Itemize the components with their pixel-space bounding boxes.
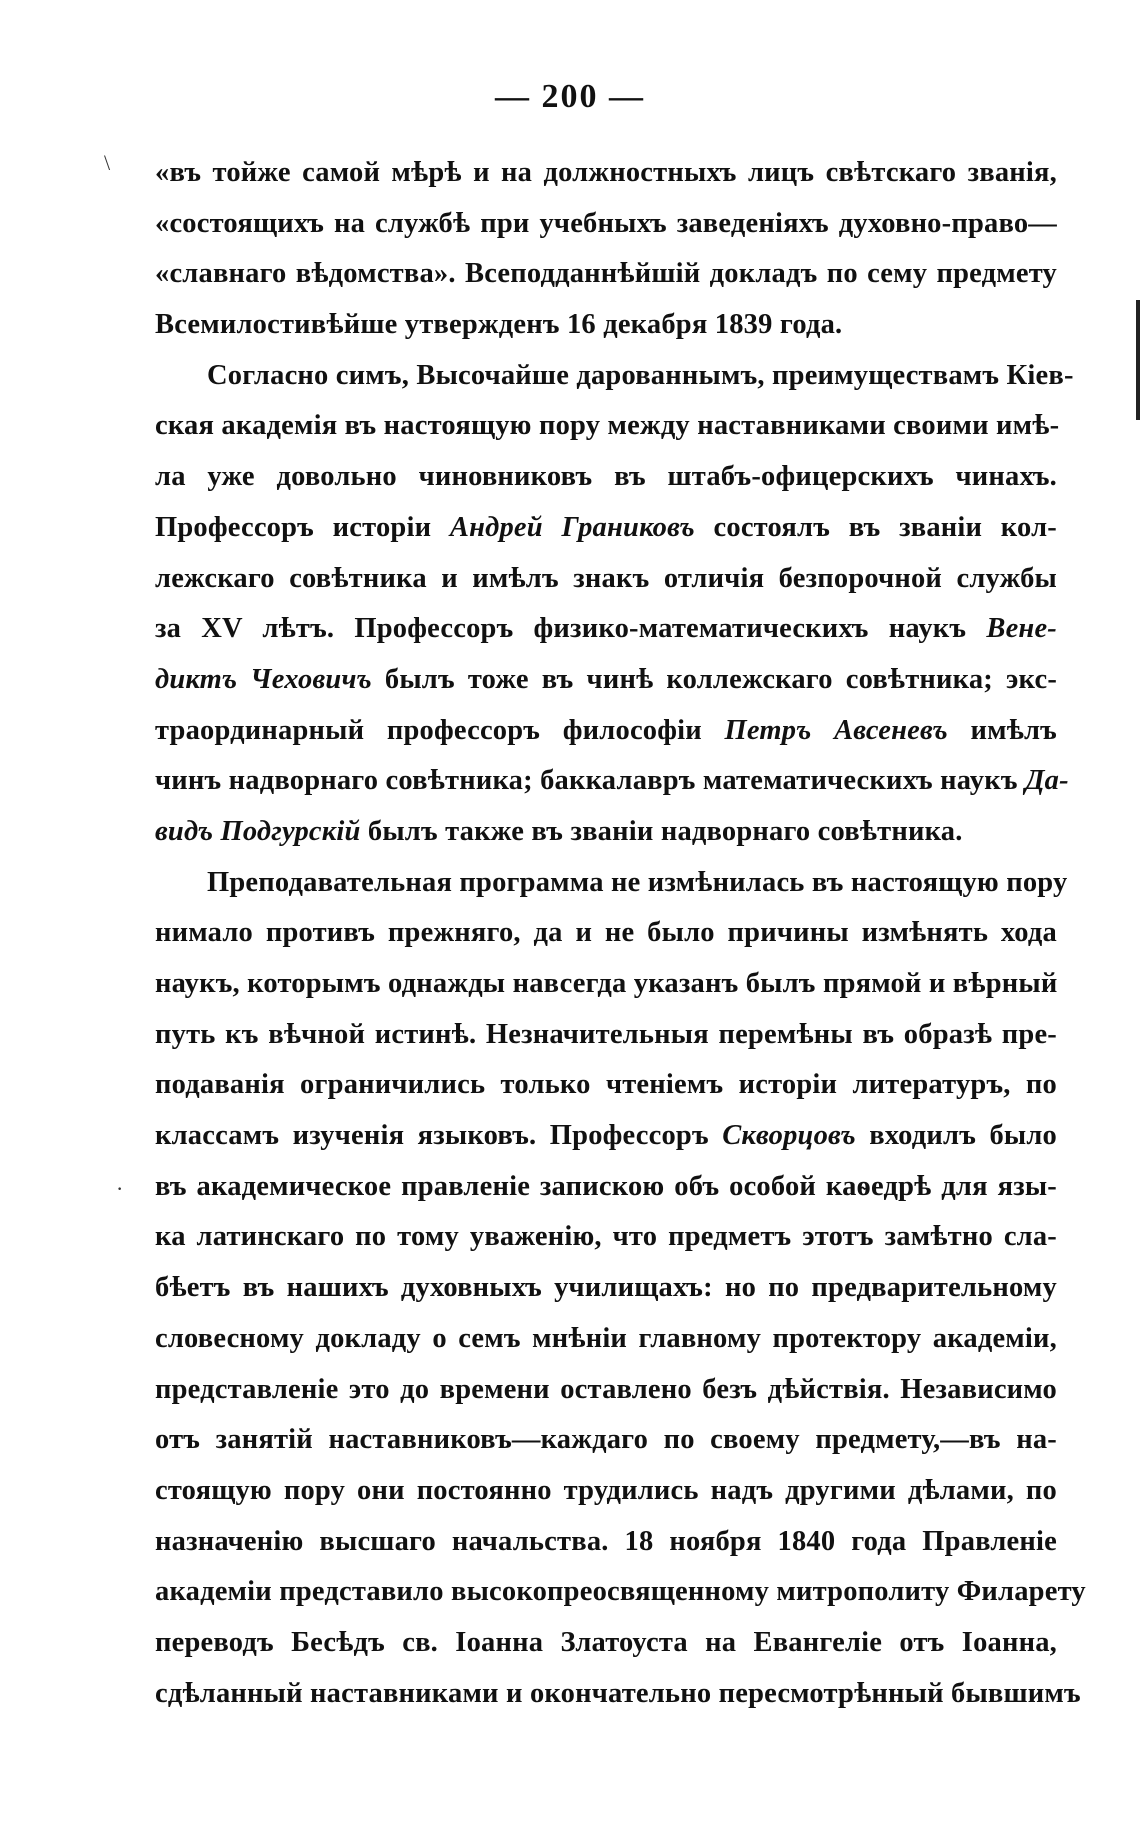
text-segment: чинъ надворнаго совѣтника; баккалавръ математическихъ наукъ bbox=[155, 765, 1025, 797]
text-line bbox=[155, 858, 1068, 909]
text-line bbox=[155, 1314, 1057, 1365]
text-line bbox=[155, 1212, 1057, 1263]
text-line bbox=[155, 148, 1057, 199]
text-segment: словесному докладу о семъ мнѣніи главному протектору академіи, bbox=[155, 1322, 1057, 1354]
text-segment: академіи представило высокопреосвященному митрополиту Филарету bbox=[155, 1576, 1086, 1608]
text-line bbox=[155, 655, 1057, 706]
text-line bbox=[155, 1365, 1057, 1416]
text-line bbox=[155, 1517, 1057, 1568]
page-number: — 200 — bbox=[495, 78, 645, 115]
text-line bbox=[155, 300, 1057, 351]
text-line bbox=[155, 807, 1057, 858]
text-line bbox=[155, 452, 1057, 503]
text-line bbox=[155, 199, 1057, 250]
text-line bbox=[155, 401, 1060, 452]
text-segment: «въ тойже самой мѣрѣ и на должностныхъ лицъ свѣтскаго званія, bbox=[155, 157, 1057, 188]
text-line bbox=[155, 554, 1057, 605]
text-segment: назначенію высшаго начальства. 18 ноября 1840 года Правленіе bbox=[155, 1525, 1057, 1557]
italic-name: видъ Подгурскій bbox=[155, 815, 361, 847]
text-line bbox=[155, 249, 1057, 300]
text-segment: отъ занятій наставниковъ—каждаго по своему предмету,—въ на- bbox=[155, 1424, 1057, 1456]
italic-name: Вене- bbox=[986, 613, 1057, 645]
margin-mark: · bbox=[116, 1176, 124, 1201]
text-line bbox=[155, 1415, 1057, 1466]
text-line bbox=[155, 1263, 1057, 1314]
text-segment: имѣлъ bbox=[947, 714, 1057, 746]
text-segment: входилъ было bbox=[855, 1120, 1057, 1152]
text-segment: былъ тоже въ чинѣ коллежскаго совѣтника; экс- bbox=[371, 663, 1058, 695]
text-segment: въ академическое правленіе запискою объ особой каѳедрѣ для язы- bbox=[155, 1170, 1057, 1202]
text-segment: за XV лѣтъ. Профессоръ физико-математическихъ наукъ bbox=[155, 613, 987, 645]
text-segment: состоялъ въ званіи кол- bbox=[694, 511, 1057, 543]
text-segment: былъ также въ званіи надворнаго совѣтника. bbox=[360, 815, 963, 847]
text-line bbox=[155, 1162, 1057, 1213]
page-edge-shadow bbox=[1136, 300, 1140, 420]
text-segment: Профессоръ исторіи bbox=[155, 511, 450, 543]
text-segment: сдѣланный наставниками и окончательно пересмотрѣнный бывшимъ bbox=[155, 1677, 1081, 1709]
text-line bbox=[155, 1111, 1057, 1162]
italic-name: Петръ Авсеневъ bbox=[724, 714, 948, 746]
text-segment: классамъ изученія языковъ. Профессоръ bbox=[155, 1120, 723, 1152]
text-line bbox=[155, 503, 1057, 554]
text-line bbox=[155, 756, 1069, 807]
text-segment: нимало противъ прежняго, да и не было причины измѣнять хода bbox=[155, 917, 1057, 949]
margin-mark: \ bbox=[104, 150, 111, 175]
text-segment: ка латинскаго по тому уваженію, что предметъ этотъ замѣтно сла- bbox=[155, 1221, 1057, 1253]
text-line bbox=[155, 1466, 1057, 1517]
text-segment: лежскаго совѣтника и имѣлъ знакъ отличія безпорочной службы bbox=[155, 562, 1057, 594]
text-segment: «состоящихъ на службѣ при учебныхъ заведеніяхъ духовно-право— bbox=[155, 207, 1057, 239]
text-segment: Преподавательная программа не измѣнилась въ настоящую пору bbox=[207, 866, 1068, 898]
italic-name: Скворцовъ bbox=[722, 1120, 856, 1152]
italic-name: диктъ Чеховичъ bbox=[155, 663, 372, 695]
text-segment: Согласно симъ, Высочайше дарованнымъ, преимуществамъ Кіев- bbox=[207, 359, 1074, 391]
text-segment: Всемилостивѣйше утвержденъ 16 декабря 1839 года. bbox=[155, 309, 843, 341]
text-line bbox=[155, 1669, 1081, 1720]
text-segment: путь къ вѣчной истинѣ. Незначительныя перемѣны въ образѣ пре- bbox=[155, 1018, 1057, 1050]
text-segment: переводъ Бесѣдъ св. Іоанна Златоуста на Евангеліе отъ Іоанна, bbox=[155, 1626, 1057, 1658]
text-line bbox=[155, 1060, 1057, 1111]
text-segment: ская академія въ настоящую пору между наставниками своими имѣ- bbox=[155, 410, 1060, 442]
text-line bbox=[155, 959, 1057, 1010]
text-line bbox=[155, 604, 1057, 655]
text-segment: представленіе это до времени оставлено безъ дѣйствія. Независимо bbox=[155, 1373, 1057, 1405]
text-line bbox=[155, 706, 1057, 757]
text-line bbox=[155, 908, 1057, 959]
text-line bbox=[155, 1618, 1057, 1669]
text-segment: «славнаго вѣдомства». Всеподданнѣйшій докладъ по сему предмету bbox=[155, 258, 1057, 290]
text-segment: подаванія ограничились только чтеніемъ исторіи литературъ, по bbox=[155, 1069, 1057, 1101]
text-segment: стоящую пору они постоянно трудились надъ другими дѣлами, по bbox=[155, 1474, 1057, 1506]
text-line bbox=[155, 351, 1074, 402]
text-segment: наукъ, которымъ однажды навсегда указанъ былъ прямой и вѣрный bbox=[155, 968, 1058, 999]
text-segment: ла уже довольно чиновниковъ въ штабъ-офицерскихъ чинахъ. bbox=[155, 461, 1057, 493]
text-line bbox=[155, 1010, 1057, 1061]
body-text bbox=[155, 148, 1086, 1719]
italic-name: Да- bbox=[1024, 765, 1069, 797]
text-segment: траординарный профессоръ философіи bbox=[155, 714, 725, 746]
italic-name: Андрей Граниковъ bbox=[449, 511, 695, 543]
text-segment: бѣетъ въ нашихъ духовныхъ училищахъ: но по предварительному bbox=[155, 1272, 1057, 1304]
text-line bbox=[155, 1567, 1086, 1618]
